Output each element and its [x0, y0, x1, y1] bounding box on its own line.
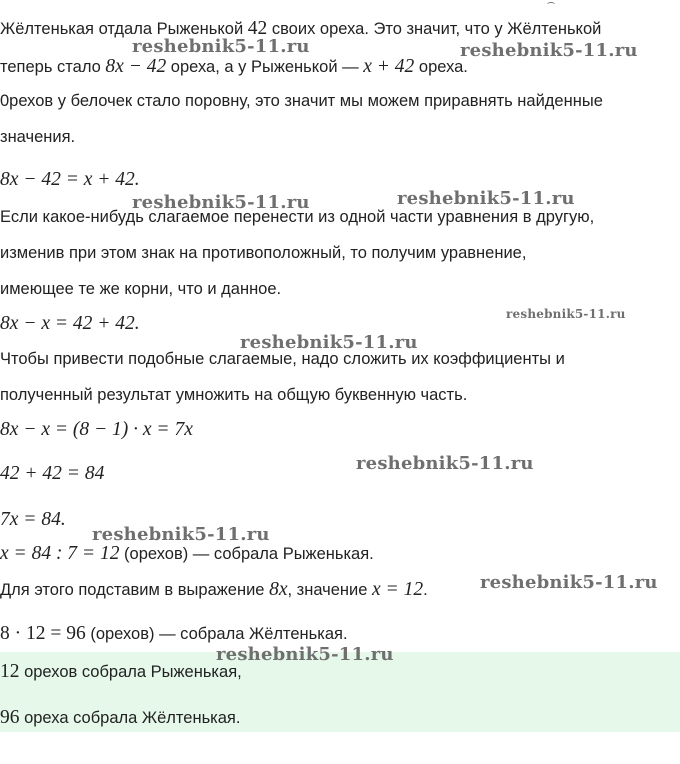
text-line: [0, 543, 374, 565]
answer-number: 96: [0, 707, 20, 728]
watermark: reshebnik5-11.ru: [216, 644, 394, 665]
watermark: reshebnik5-11.ru: [506, 307, 626, 321]
watermark: reshebnik5-11.ru: [132, 192, 310, 213]
equation: 42 + 42 = 84: [0, 463, 105, 484]
watermark: reshebnik5-11.ru: [480, 572, 658, 593]
math-expression: x = 84 : 7 = 12: [0, 543, 120, 564]
answer-number: 12: [0, 661, 20, 682]
decorative-arc: [547, 2, 555, 7]
answer-text: орехов собрала Рыженькая,: [19, 663, 242, 681]
text-line: [0, 56, 468, 78]
watermark: reshebnik5-11.ru: [132, 36, 310, 57]
watermark: reshebnik5-11.ru: [92, 524, 270, 545]
text: , значение: [287, 581, 372, 599]
text: .: [423, 581, 428, 599]
equation: 8x − x = (8 − 1) · x = 7x: [0, 419, 193, 440]
text-line: [0, 579, 428, 601]
math-expression: 8x − 42: [105, 56, 167, 77]
text-line: значения.: [0, 128, 76, 146]
text: своих ореха. Это значит, что у Жёлтенькой: [267, 20, 602, 38]
text: ореха, а у Рыженькой —: [166, 58, 364, 76]
answer-line: [0, 707, 240, 729]
watermark: reshebnik5-11.ru: [240, 332, 418, 353]
math-expression: 8x: [269, 579, 288, 600]
text-line: имеющее те же корни, что и данное.: [0, 280, 282, 298]
equation: 8x − 42 = x + 42.: [0, 169, 140, 190]
math-expression: x = 12: [372, 579, 424, 600]
watermark: reshebnik5-11.ru: [397, 188, 575, 209]
watermark: reshebnik5-11.ru: [460, 40, 638, 61]
text-line: изменив при этом знак на противоположный, то получим уравнение,: [0, 244, 527, 262]
text: теперь стало: [0, 58, 106, 76]
text-line: 0рехов у белочек стало поровну, это значит мы можем приравнять найденные: [0, 92, 603, 110]
text: ореха.: [414, 58, 468, 76]
text-line: Если какое-нибудь слагаемое перенести из одной части уравнения в другую,: [0, 208, 595, 226]
text: (орехов) — собрала Рыженькая.: [119, 545, 374, 563]
text: Для этого подставим в выражение: [0, 581, 270, 599]
watermark: reshebnik5-11.ru: [356, 453, 534, 474]
math-number: 42: [247, 18, 268, 39]
text-line: Чтобы привести подобные слагаемые, надо сложить их коэффициенты и: [0, 350, 565, 368]
answer-line: [0, 661, 242, 683]
text: (орехов) — собрала Жёлтенькая.: [85, 625, 348, 643]
math-expression: x + 42: [363, 56, 415, 77]
text-line: полученный результат умножить на общую буквенную часть.: [0, 386, 468, 404]
answer-text: ореха собрала Жёлтенькая.: [19, 709, 241, 727]
math-expression: 8 · 12 = 96: [0, 623, 86, 644]
text-line: [0, 623, 348, 645]
equation: 8x − x = 42 + 42.: [0, 313, 140, 334]
equation: 7x = 84.: [0, 509, 66, 530]
text: Жёлтенькая отдала Рыженькой: [0, 20, 248, 38]
